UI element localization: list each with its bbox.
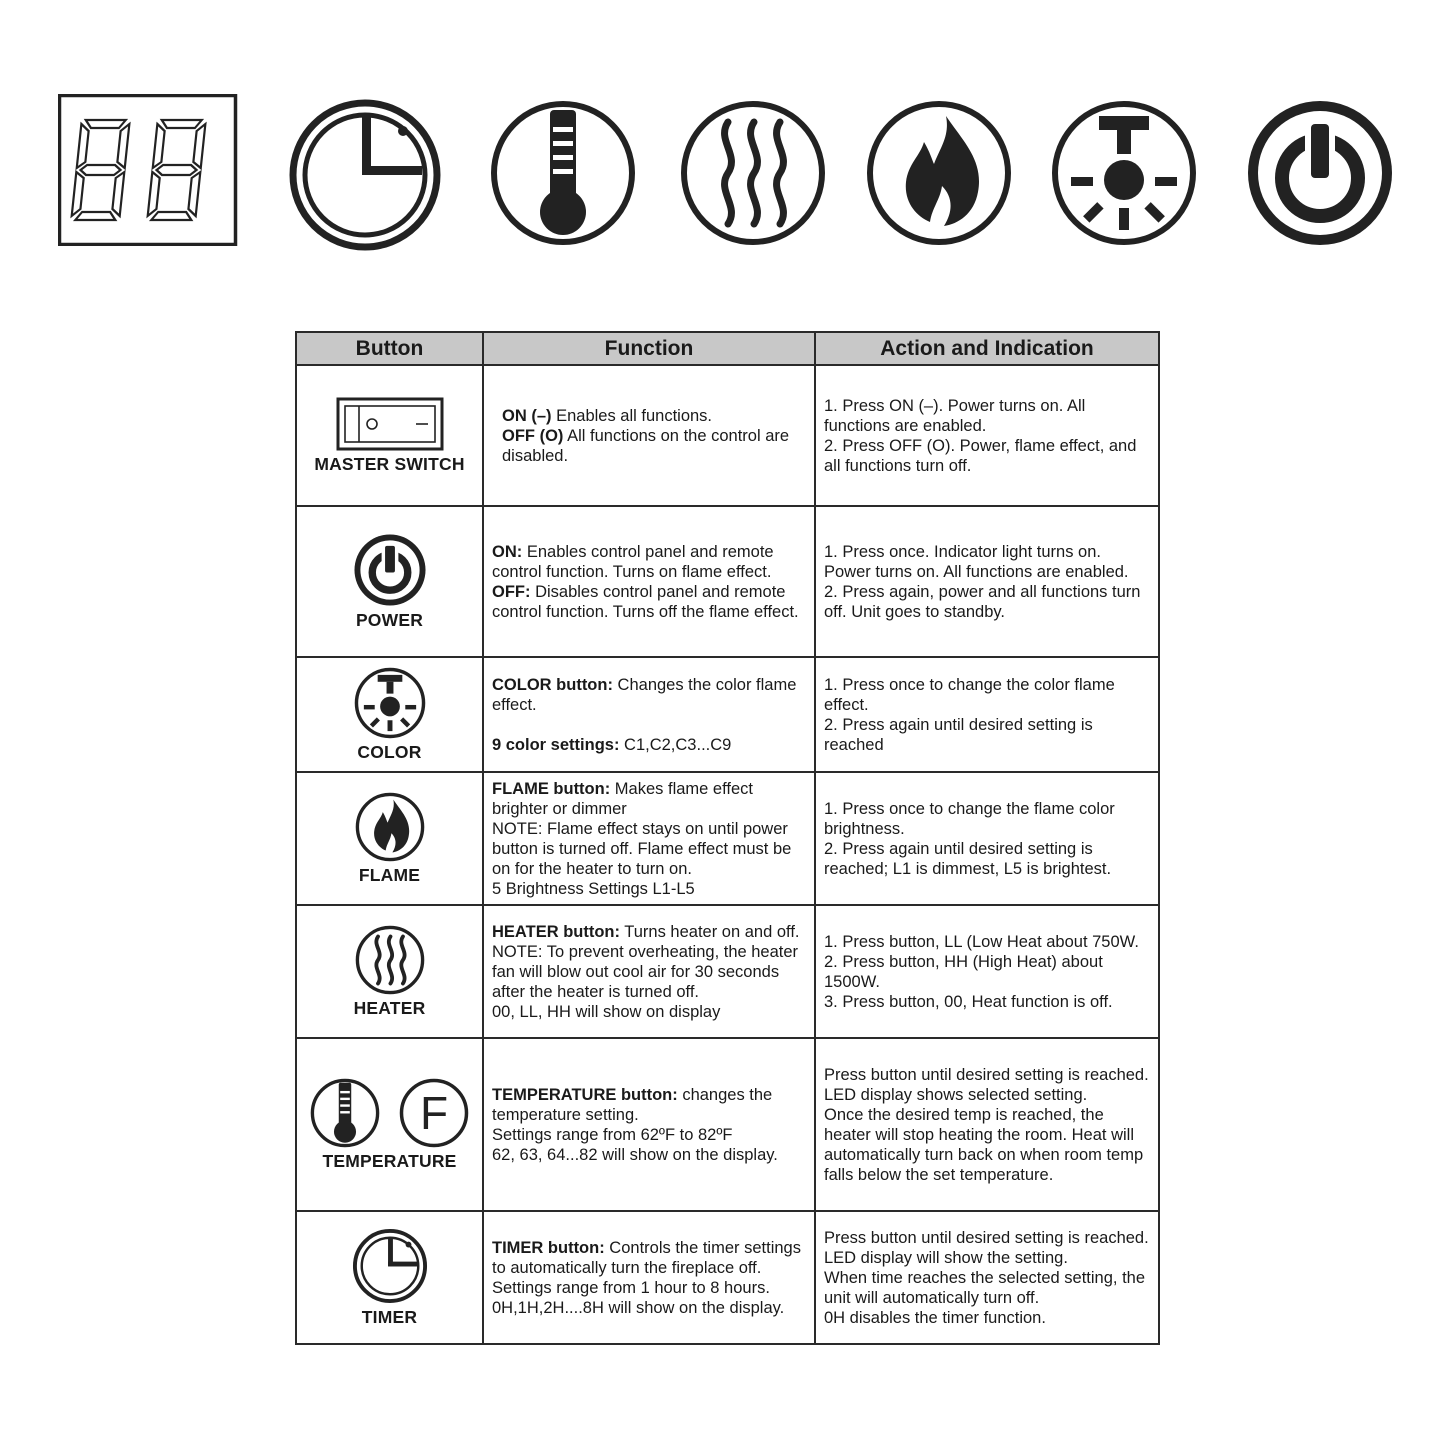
button-cell <box>296 506 483 657</box>
action-line: Press button until desired setting is reached. LED display will show the setting. <box>824 1228 1149 1267</box>
action-line: 1. Press once to change the flame color brightness. <box>824 799 1115 838</box>
power-icon[interactable] <box>1245 98 1395 248</box>
function-cell <box>483 1211 815 1344</box>
button-cell <box>296 1211 483 1344</box>
function-line: NOTE: Flame effect stays on until power button is turned off. Flame effect must be on for the heater to turn on. <box>492 819 792 878</box>
action-cell <box>815 506 1159 657</box>
function-line: NOTE: To prevent overheating, the heater fan will blow out cool air for 30 seconds after the heater is turned off. <box>492 942 799 1001</box>
button-label: TIMER <box>361 1307 418 1327</box>
function-line: 9 color settings: C1,C2,C3...C9 <box>492 735 732 754</box>
table-header-row <box>296 332 1159 365</box>
button-cell <box>296 772 483 905</box>
function-line: Settings range from 1 hour to 8 hours. 0H,1H,2H....8H will show on the display. <box>492 1278 785 1317</box>
header-button: Button <box>296 332 483 365</box>
timer-icon[interactable] <box>287 97 443 253</box>
control-function-table <box>295 331 1160 1345</box>
function-line: 62, 63, 64...82 will show on the display. <box>492 1145 778 1164</box>
action-line: 1. Press once. Indicator light turns on. Power turns on. All functions are enabled. <box>824 542 1129 581</box>
action-cell <box>815 365 1159 506</box>
function-cell <box>483 772 815 905</box>
action-line: 2. Press again, power and all functions turn off. Unit goes to standby. <box>824 582 1141 621</box>
action-cell <box>815 1211 1159 1344</box>
function-line: 00, LL, HH will show on display <box>492 1002 721 1021</box>
function-cell <box>483 1038 815 1211</box>
action-line: Press button until desired setting is reached. LED display shows selected setting. <box>824 1065 1149 1104</box>
action-line: Once the desired temp is reached, the heater will stop heating the room. Heat will automatically turn back on when room temp falls below the set temperature. <box>824 1105 1144 1184</box>
button-label: MASTER SWITCH <box>314 454 465 474</box>
table-row <box>296 657 1159 772</box>
table-row <box>296 365 1159 506</box>
flame-icon <box>355 792 425 862</box>
heater-icon <box>355 925 425 995</box>
header-function: Function <box>483 332 815 365</box>
action-line: 1. Press once to change the color flame effect. <box>824 675 1115 714</box>
function-line: OFF: Disables control panel and remote control function. Turns off the flame effect. <box>492 582 799 621</box>
button-cell <box>296 1038 483 1211</box>
table-row <box>296 506 1159 657</box>
button-cell <box>296 365 483 506</box>
function-cell <box>483 365 815 506</box>
action-line: 1. Press button, LL (Low Heat about 750W. <box>824 932 1139 951</box>
action-line: 2. Press again until desired setting is reached; L1 is dimmest, L5 is brightest. <box>824 839 1112 878</box>
button-label: TEMPERATURE <box>322 1151 457 1171</box>
action-line: 1. Press ON (–). Power turns on. All functions are enabled. <box>824 396 1086 435</box>
function-line: FLAME button: Makes flame effect brighter or dimmer <box>492 779 753 818</box>
led-display-icon <box>58 94 238 246</box>
function-line: HEATER button: Turns heater on and off. <box>492 922 800 941</box>
timer-icon <box>352 1228 428 1304</box>
action-cell <box>815 657 1159 772</box>
fahrenheit-letter: F <box>419 1087 448 1139</box>
action-cell <box>815 772 1159 905</box>
function-cell <box>483 506 815 657</box>
thermometer-icon[interactable] <box>490 100 636 246</box>
function-line: ON: Enables control panel and remote control function. Turns on flame effect. <box>492 542 774 581</box>
button-label: FLAME <box>358 865 421 885</box>
function-line: ON (–) Enables all functions. <box>502 406 713 425</box>
action-line: 0H disables the timer function. <box>824 1308 1046 1327</box>
temperature-icons <box>305 1078 474 1148</box>
action-line: 3. Press button, 00, Heat function is off. <box>824 992 1113 1011</box>
action-line: 2. Press again until desired setting is reached <box>824 715 1093 754</box>
function-cell <box>483 905 815 1038</box>
button-cell <box>296 905 483 1038</box>
fahrenheit-icon <box>399 1078 469 1148</box>
button-label: COLOR <box>357 742 422 762</box>
flame-icon[interactable] <box>866 100 1012 246</box>
function-line: TIMER button: Controls the timer settings to automatically turn the fireplace off. <box>492 1238 801 1277</box>
table-row <box>296 1038 1159 1211</box>
action-cell <box>815 905 1159 1038</box>
power-icon <box>353 533 427 607</box>
table-row <box>296 905 1159 1038</box>
action-line: 2. Press OFF (O). Power, flame effect, and all functions turn off. <box>824 436 1137 475</box>
function-cell <box>483 657 815 772</box>
function-line: 5 Brightness Settings L1-L5 <box>492 879 695 898</box>
master-switch-icon <box>336 397 444 451</box>
table-row <box>296 1211 1159 1344</box>
function-line: Settings range from 62ºF to 82ºF <box>492 1125 733 1144</box>
header-action: Action and Indication <box>815 332 1159 365</box>
button-label: HEATER <box>353 998 426 1018</box>
button-cell <box>296 657 483 772</box>
button-label: POWER <box>355 610 424 630</box>
heater-icon[interactable] <box>680 100 826 246</box>
function-line: COLOR button: Changes the color flame effect. <box>492 675 797 714</box>
action-line: When time reaches the selected setting, the unit will automatically turn off. <box>824 1268 1146 1307</box>
color-icon[interactable] <box>1051 100 1197 246</box>
table-row <box>296 772 1159 905</box>
function-line: TEMPERATURE button: changes the temperature setting. <box>492 1085 773 1124</box>
action-line: 2. Press button, HH (High Heat) about 1500W. <box>824 952 1103 991</box>
thermometer-icon <box>310 1078 380 1148</box>
action-cell <box>815 1038 1159 1211</box>
color-icon <box>354 667 426 739</box>
function-line: OFF (O) All functions on the control are disabled. <box>502 426 790 465</box>
